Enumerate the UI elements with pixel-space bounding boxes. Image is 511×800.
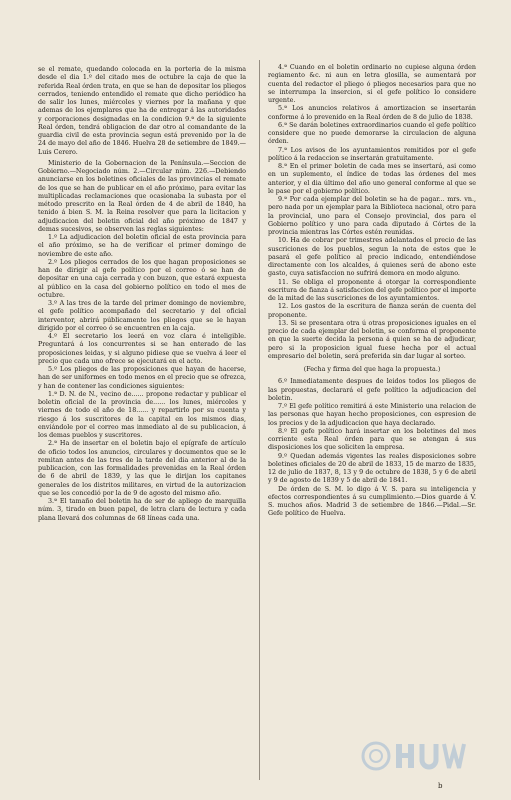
paragraph: 3.ª El tamaño del boletin ha de ser de apliego de marquilla núm. 3, tirado en buen papel, de letra clara de lectura y cada plana llevará dos columnas de 68 líneas cada una.: [38, 498, 246, 522]
paragraph: 7.ª Los avisos de los ayuntamientos remitidos por el gefe político á la redaccion se insertarán gratuitamente.: [268, 146, 476, 162]
paragraph: 4.ª Cuando en el boletin ordinario no cupiese alguna órden regiamento &c. ni aun en letra glosilla, se aumentará por cuenta del redactor el pliego ó pliegos necesarios para que no se interrumpa la insercion, si el gefe político lo considere urgente.: [268, 64, 476, 104]
column-divider: [259, 60, 260, 780]
paragraph: 5.º Los pliegos de las proposiciones que hayan de hacerse, han de ser uniformes en todo menos en el precio que se ofrezca, y han de contener las condiciones siguientes:: [38, 366, 246, 390]
paragraph: 1.ª D. N. de N., vecino de...... propone redactar y publicar el boletin oficial de la provincia de...... los lunes, miércoles y viernes de todo el año de 18...... y repartirlo por su cuenta y riesgo á los suscritores de la capital en los mismos dias, enviándole por el correo mas inmediato al de su publicacion, á los demas pueblos y suscritores.: [38, 390, 246, 439]
paragraph: 11. Se obliga el proponente á otorgar la correspondiente escritura de fianza á satisfaccion del gefe político por el importe de la mitad de las suscriciones de los ayuntamientos.: [268, 278, 476, 302]
paragraph: (Fecha y firma del que haga la propuesta.): [303, 366, 441, 373]
paragraph: 6.º Inmediatamente despues de leidos todos los pliegos de las propuestas, declarará el gefe político la adjudicacion del boletin.: [268, 378, 476, 402]
paragraph: 12. Los gastos de la escritura de fianza serán de cuenta del proponente.: [268, 303, 476, 319]
paragraph: 8.ª En el primer boletin de cada mes se insertará, asi como en un suplemento, el índice de todas las órdenes del mes anterior, y el dia último del año uno general conforme al que se le pase por el gobierno político.: [268, 163, 476, 195]
paragraph: 9.º Quedan además vigentes las reales disposiciones sobre boletines oficiales de 20 de abril de 1833, 15 de marzo de 1835, 12 de julio de 1837, 8, 13 y 9 de octubre de 1838, 5 y 6 de abril y 9 de agosto de 1839 y 5 de abril de 1841.: [268, 452, 476, 485]
paragraph: 7.º El gefe político remitirá á este Ministerio una relacion de las personas que hayan hecho proposiciones, con espresion de los precios y de la adjudicacion que haya declarado.: [268, 403, 476, 427]
paragraph: 13. Si se presentara otra ú otras proposiciones iguales en el precio de cada ejemplar del boletin, se conforma el proponente en que la suerte decida la persona á quien se ha de adjudicar, pero si la proposicion igual fuese hecha por el actual empresario del boletin, será preferida sin dar lugar al sorteo.: [268, 319, 476, 360]
paragraph: 10. Ha de cobrar por trimestres adelantados el precio de las suscriciones de los pueblos, segun la nota de estos que le pasará el gefe político al precio indicado, entendiéndose directamente con los alcaldes, á quienes será de abono este gasto, cuya satisfaccion no sufrirá demora en modo alguno.: [268, 237, 476, 278]
library-watermark-logo: [360, 736, 480, 776]
paragraph: 1.º La adjudicacion del boletin oficial de esta provincia para el año próximo, se ha de verificar el primer domingo de noviembre de este año.: [38, 234, 246, 258]
paragraph: se el remate, quedando colocada en la porteria de la misma desde el dia 1.º del citado mes de octubre la caja de que la referida Real órden trata, en que se han de depositar los pliegos cerrados, teniendo entendido el remate que dicho periódico ha de salir los lunes, miércoles y viernes por la mañana y que ademas de los ejemplares que ha de entregar á las autoridades y corporaciones designadas en la condicion 9.ª de la siguiente Real órden, tendrá obligacion de dar otro al comandante de la guardia civil de esta provincia segun está prevenido por la de 24 de mayo del año de 1846. Huelva 28 de setiembre de 1849.—Luis Cerero.: [38, 66, 246, 156]
paragraph: 2.ª Ha de insertar en el boletin bajo el epígrafe de artículo de oficio todos los anuncios, circulares y documentos que se le remitan antes de las tres de la tarde del dia anterior al de la publicacion, con las formalidades prevenidas en la Real órden de 6 de abril de 1839, y las que le dirijan los capitanes generales de los distritos militares, en virtud de la autorizacion que se les concedió por la de 9 de agosto del mismo año.: [38, 440, 246, 497]
paragraph: 9.ª Por cada ejemplar del boletin se ha de pagar... mrs. vn., pero nada por un ejemplar para la Biblioteca nacional, otro para la provincial, uno para el Consejo provincial, dos para el Gobierno político y uno para cada diputado á Córtes de la provincia mientras las Córtes estén reunidas.: [268, 196, 476, 236]
paragraph: 2.º Los pliegos cerrados de los que hagan proposiciones se han de dirigir al gefe político por el correo ó se han de depositar en una caja cerrada y con buzon, que estará expuesta al público en la casa del gobierno político en todo el mes de octubre.: [38, 258, 246, 299]
paragraph: 3.º A las tres de la tarde del primer domingo de noviembre, el gefe político acompañado del secretario y del oficial interventor, abrirá públicamente los pliegos que se le hayan dirigido por el correo ó se encuentren en la caja.: [38, 300, 246, 332]
paragraph: 6.ª Se darán boletines extraordinarios cuando el gefe político considere que no puede demorarse la circulacion de alguna órden.: [268, 121, 476, 146]
paragraph: De órden de S. M. lo digo á V. S. para su inteligencia y efectos correspondientes á su cumplimiento.—Dios guarde á V. S. muchos años. Madrid 3 de setiembre de 1846.—Pidal.—Sr. Gefe político de Huelva.: [268, 485, 476, 518]
page-mark: b: [438, 782, 443, 790]
paragraph: Ministerio de la Gobernacion de la Península.—Seccion de Gobierno.—Negociado núm. 2.—Circular núm. 226.—Debiendo anunciarse en los boletines oficiales de las provincias el remate de los que se han de publicar en el año próximo, para evitar las multiplicadas reclamaciones que ocasionaba la subasta por el método prescrito en la Real órden de 4 de abril de 1840, ha tenido á bien S. M. la Reina resolver que para la licitacion y adjudicacion del boletin oficial del año próximo de 1847 y demas sucesivos, se observen las reglas siguientes:: [38, 159, 246, 233]
left-column: [38, 66, 246, 523]
paragraph: 8.º El gefe político hará insertar en los boletines del mes corriente esta Real órden para que se atengan á sus disposiciones los que soliciten la empresa.: [268, 427, 476, 452]
paragraph: 4.º El secretario los leerá en voz clara é inteligible. Preguntará á los concurrentes si se han enterado de las proposiciones leidas, y si alguno pidiese que se vuelva á leer el precio que cada uno ofrece se ejecutará en el acto.: [38, 333, 246, 365]
right-column: [268, 64, 476, 519]
paragraph: 5.ª Los anuncios relativos á amortizacion se insertarán conforme á lo prevenido en la Real órden de 8 de julio de 1838.: [268, 105, 476, 121]
